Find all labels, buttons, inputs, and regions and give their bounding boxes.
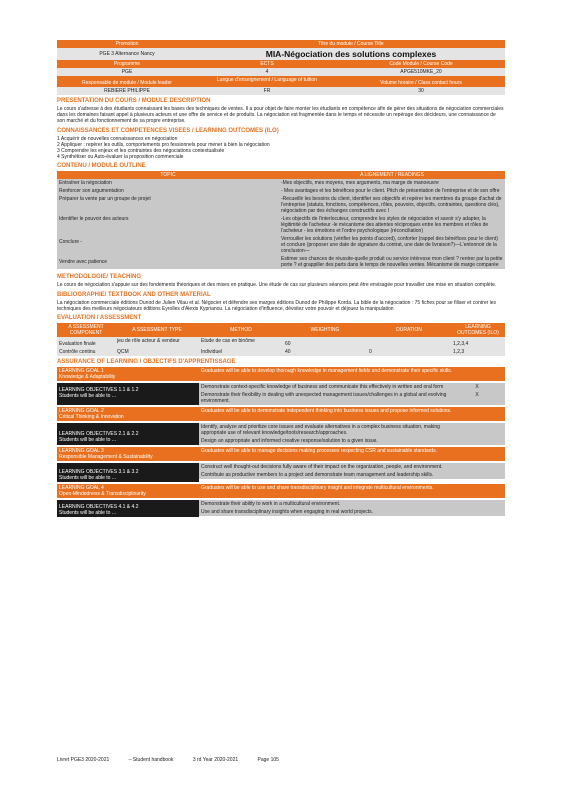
learning-objectives: LEARNING OBJECTIVES 3.1 & 3.2 Students will be able to ... <box>57 463 199 482</box>
methodology-heading: METHODOLOGIE/ TEACHING <box>57 274 141 281</box>
module-leader-label: Responsable de module / Module leader <box>57 76 197 87</box>
objective-item: Demonstrate their flexibility in dealing with unexpected management issues/challenges in a global and evolving environment. <box>201 392 447 405</box>
assurance-heading: ASSURANCE OF LEARNING / OBJECTIFS D'APPRENTISSAGE <box>57 359 236 366</box>
course-title-label: Titre du module / Course Title <box>197 40 505 48</box>
course-code-label: Code Module / Course Code <box>337 60 505 68</box>
outline-topic: Renforcer son argumentation <box>59 188 124 195</box>
learning-goal: LEARNING GOAL 2 Critical Thinking & Innovation <box>57 407 199 421</box>
objective-item: Contribute as productive members to a project and demonstrate team management and leadership skills. <box>201 472 434 479</box>
presentation-text: Le cours s'adresse à des étudiants connaissant les bases des techniques de ventes. Il a pour objet de faire monter les étudiants en compétence afin de gérer des situations de négociation commerciales dans les domaines faisant appel à plusieurs acteurs et une offre de service et de produits. La négociation est fragmentée dans le temps et nécessite un repérage des décideurs, une connaissance de son marché et du fonctionnement de sa propre entreprise. <box>57 106 504 125</box>
learning-goal: LEARNING GOAL 3 Responsible Management & Sustainability <box>57 447 199 461</box>
footer-booklet: Livret PGE3 2020-2021 <box>57 757 110 763</box>
programme-label: Programme <box>57 60 197 68</box>
objective-mark <box>449 471 505 479</box>
objective-mark: X <box>475 384 479 391</box>
assurance-table <box>57 367 505 517</box>
eval-row: Contrôle continu QCM Individuel 40 0 1,2,3 <box>57 348 505 356</box>
eval-header: A SSESSMENT COMPONENT <box>57 323 115 337</box>
objective-mark: X <box>475 392 479 399</box>
learning-objectives: LEARNING OBJECTIVES 1.1 & 1.2 Students will be able to ... <box>57 383 199 405</box>
eval-header: A SSESSMENT TYPE <box>115 323 199 337</box>
bibliography-text: La négociation commerciale éditions Dunod de Julien Vilau et al. Négocier et défendre ses marges éditions Dunod de Philippe Korda. La bible de la négociation : 75 fiches pour se filiser et contrer les techniques des meilleurs négociateurs éditions Eyrolles d'Alexis Kyprianou. La négociation d'influence, dévoilez votre pouvoir et déjouez la manipulation <box>57 299 497 312</box>
outline-reading: Verrouiller les solutions (vérifier les points d'accord), conforter (rappel des bénéfices pour le client) et conclure (proposer une date de signature du contrat, une date de livraison?)—L'entonnoir de la conclusion— <box>281 236 498 255</box>
learning-goal-text: Graduates will be able to demonstrate independent thinking into business issues and propose informed solutions. <box>199 407 505 421</box>
outline-topic: Entraîner la négociation <box>59 180 112 187</box>
objective-item: Design an appropriate and informed creative response/solution to a given issue. <box>201 438 378 445</box>
outcome-item: 3 Comprendre les enjeux et les contraintes des négociations contextualisée <box>57 148 225 155</box>
evaluation-table <box>57 323 505 356</box>
language-value: FR <box>197 87 337 95</box>
objective-mark <box>449 500 505 508</box>
outline-reading: -Recueillir les besoins du client, identifier ses objectifs et repérer les membres du groupe d'achat de l'entreprise (statuts, fonctions, compétences, rôles, pouvoirs, objectifs, contraintes, questions clés), négociation par des échanges constructifs avec l <box>281 196 502 215</box>
outline-topic: Préparer la vente par un groupe de projet <box>59 196 151 203</box>
learning-goal: LEARNING GOAL 1 Knowledge & Adaptability <box>57 367 199 381</box>
outcome-item: 1 Acquérir de nouvelles connaissances en négociation <box>57 135 178 142</box>
promotion-value: PGE 3 Alternance Nancy <box>57 48 197 60</box>
ects-label: ECTS <box>197 60 337 68</box>
module-header-table <box>57 40 505 95</box>
outline-topic-header: TOPIC <box>57 171 279 179</box>
outline-topic: Conclure - <box>59 239 83 246</box>
outcomes-heading: CONNAISSANCES ET COMPETENCES VISEES / LEARNING OUTCOMES (ILO) <box>57 127 279 134</box>
course-code-value: APGE510MKE_20 <box>337 68 505 76</box>
learning-goal: LEARNING GOAL 4 Open-Mindedness & Transdisciplinarity <box>57 484 199 498</box>
objective-mark <box>449 508 505 516</box>
outcomes-list <box>57 136 505 161</box>
outline-reading: -Mes objectifs, mes moyens, mes arguments, ma marge de manoeuvre <box>281 180 439 187</box>
learning-goal-text: Graduates will be able to develop thorough knowledge in management fields and demonstrate their specific skills. <box>199 367 505 381</box>
eval-header: LEARNING OUTCOMES (ILO) <box>451 323 505 337</box>
eval-row: Evaluation finale jeu de rôle acteur & vendeur Etude de cas en binôme 60 1,2,3,4 <box>57 337 505 348</box>
eval-header: METHOD <box>199 323 283 337</box>
objective-item: Demonstrate context-specific knowledge of business and communicate this effectively in written and oral form <box>201 384 444 391</box>
objective-item: Identify, analyze and prioritize core issues and evaluate alternatives in a complex business situation, making appropriate use of relevant knowledge/tools/research/approaches. <box>201 424 440 437</box>
footer-handbook: – Student handbook <box>128 757 174 763</box>
outcome-item: 2 Appliquer : repérer les outils, comportements pro fessionnels pour mener à bien la négociation <box>57 141 270 148</box>
ects-value: 4 <box>197 68 337 76</box>
presentation-heading: PRESENTATION DU COURS / MODULE DESCRIPTION <box>57 98 211 104</box>
programme-value: PGE <box>57 68 197 76</box>
outline-topic: Vendre avec patience <box>59 259 108 266</box>
outline-readings-header: A LIGNEMENT / READINGS <box>279 171 505 179</box>
course-title-value: MIA-Négociation des solutions complexes <box>197 48 505 60</box>
outcome-item: 4 Synthétiser ou Auto-évaluer la proposition commerciale <box>57 154 184 161</box>
outline-reading: -Les objectifs de l'interlocuteur, comprendre les styles de négociation et savoir s'y adapter, la légitimité de l'acheteur -le mécanisme des attentes réciproques entre les membres et rôles de l'acheteur - les émotions et l'ordre psychologique (réconciliation) <box>281 216 489 235</box>
objective-item: Use and share transdisciplinary insights when engaging in real world projects. <box>201 509 374 516</box>
learning-objectives: LEARNING OBJECTIVES 4.1 & 4.2 Students will be able to ... <box>57 500 199 517</box>
outline-heading: CONTENU / MODULE OUTLINE <box>57 163 146 170</box>
bibliography-heading: BIBLIOGRAPHIE/ TEXTBOOK AND OTHER MATERIAL <box>57 291 211 298</box>
contact-hours-value: 30 <box>337 87 505 95</box>
outline-table <box>57 171 505 269</box>
eval-header: DURATION <box>367 323 451 337</box>
objective-item: Demonstrate their ability to work in a multicultural environment. <box>201 501 341 508</box>
objective-mark <box>449 423 505 437</box>
learning-objectives: LEARNING OBJECTIVES 2.1 & 2.2 Students will be able to ... <box>57 423 199 445</box>
promotion-label: Promotion <box>57 40 197 48</box>
objective-mark <box>449 463 505 471</box>
outline-reading: - Mes avantages et les bénéfices pour le client. Pitch de présentation de l'entreprise et de son offre <box>281 188 500 195</box>
objective-mark <box>449 437 505 445</box>
outline-reading: Estimer ses chances de réussite-quelle produit ou service intéresse mon client ? rentrer par la petite porte ? et grappiller des parts dans le temps de nouvelles ventes. Mécanisme de marge comparée <box>281 256 503 269</box>
learning-goal-text: Graduates will be able to manage decisions making processes respecting CSR and sustainable standards. <box>199 447 505 461</box>
methodology-text: Le cours de négociation s'appuie sur des fondements théoriques et des mises en pratique. Une étude de cas sur plusieurs séances peut être envisagée pour travailler une mise en situation complète. <box>57 282 497 289</box>
eval-header: WEIGHTING <box>283 323 367 337</box>
document-page <box>57 40 505 517</box>
objective-item: Construct well thought-out decisions fully aware of their impact on the organization, people, and environment. <box>201 464 443 471</box>
contact-hours-label: Volume horaire / Class contact hours <box>337 76 505 87</box>
outline-topic: Identifier le pouvoir des acteurs <box>59 216 129 223</box>
footer-page-number: Page 105 <box>257 757 279 763</box>
footer-year: 3 rd Year 2020-2021 <box>192 757 239 763</box>
evaluation-heading: EVALUATION / ASSESSMENT <box>57 315 142 322</box>
module-leader-value: REBIERE PHILIPPE <box>57 87 197 95</box>
language-label: Langue d'enseignement / Language of tuition <box>197 76 337 87</box>
learning-goal-text: Graduates will be able to use and share transdisciplinary insight and integrate multicultural environments. <box>199 484 505 498</box>
page-footer <box>57 757 297 763</box>
